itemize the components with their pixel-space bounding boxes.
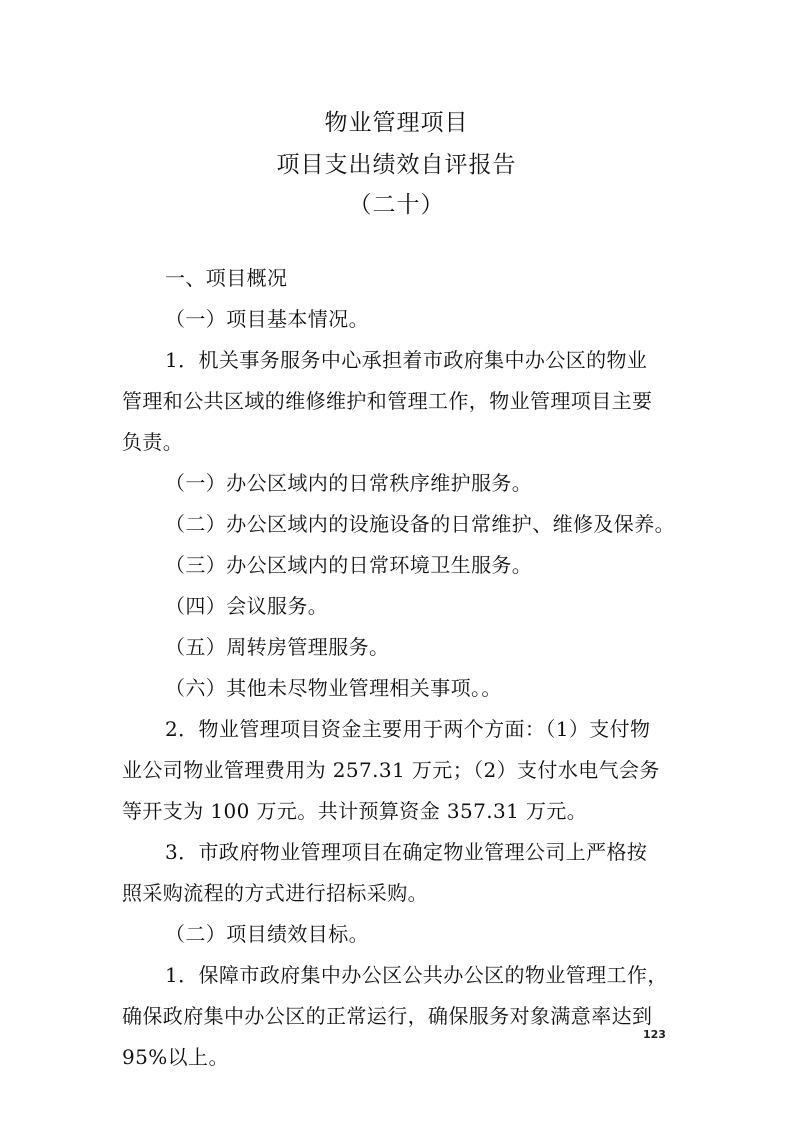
subsection-heading-basic-info: （一）项目基本情况。	[165, 307, 369, 331]
report-title-line1: 物业管理项目	[324, 110, 469, 136]
list-item: （五）周转房管理服务。	[165, 635, 390, 659]
list-item: （一）办公区域内的日常秩序维护服务。	[165, 471, 533, 495]
paragraph-line: 2．物业管理项目资金主要用于两个方面：（1）支付物	[165, 717, 651, 741]
paragraph-line: 95%以上。	[122, 1045, 229, 1069]
paragraph-line: 照采购流程的方式进行招标采购。	[122, 881, 428, 905]
paragraph-line: 3．市政府物业管理项目在确定物业管理公司上严格按	[165, 840, 648, 864]
paragraph-line: 1．机关事务服务中心承担着市政府集中办公区的物业	[165, 348, 648, 372]
section-heading-overview: 一、项目概况	[165, 266, 288, 290]
report-title-line2: 项目支出绩效自评报告	[276, 152, 517, 178]
subsection-heading-performance-goals: （二）项目绩效目标。	[165, 922, 369, 946]
paragraph-line: 管理和公共区域的维修维护和管理工作，物业管理项目主要	[122, 389, 653, 413]
list-item: （三）办公区域内的日常环境卫生服务。	[165, 553, 533, 577]
list-item: （六）其他未尽物业管理相关事项。。	[165, 676, 502, 700]
paragraph-line: 1．保障市政府集中办公区公共办公区的物业管理工作，	[165, 963, 668, 987]
page-number: 123	[643, 1028, 666, 1041]
paragraph-line: 等开支为 100 万元。共计预算资金 357.31 万元。	[122, 799, 588, 823]
list-item: （四）会议服务。	[165, 594, 329, 618]
paragraph-line: 确保政府集中办公区的正常运行，确保服务对象满意率达到	[122, 1004, 653, 1028]
paragraph-line: 负责。	[122, 430, 184, 454]
report-title-line3: （二十）	[348, 192, 445, 218]
report-body	[122, 258, 682, 1078]
paragraph-line: 业公司物业管理费用为 257.31 万元；（2）支付水电气会务	[122, 758, 660, 782]
list-item: （二）办公区域内的设施设备的日常维护、维修及保养。	[165, 512, 675, 536]
